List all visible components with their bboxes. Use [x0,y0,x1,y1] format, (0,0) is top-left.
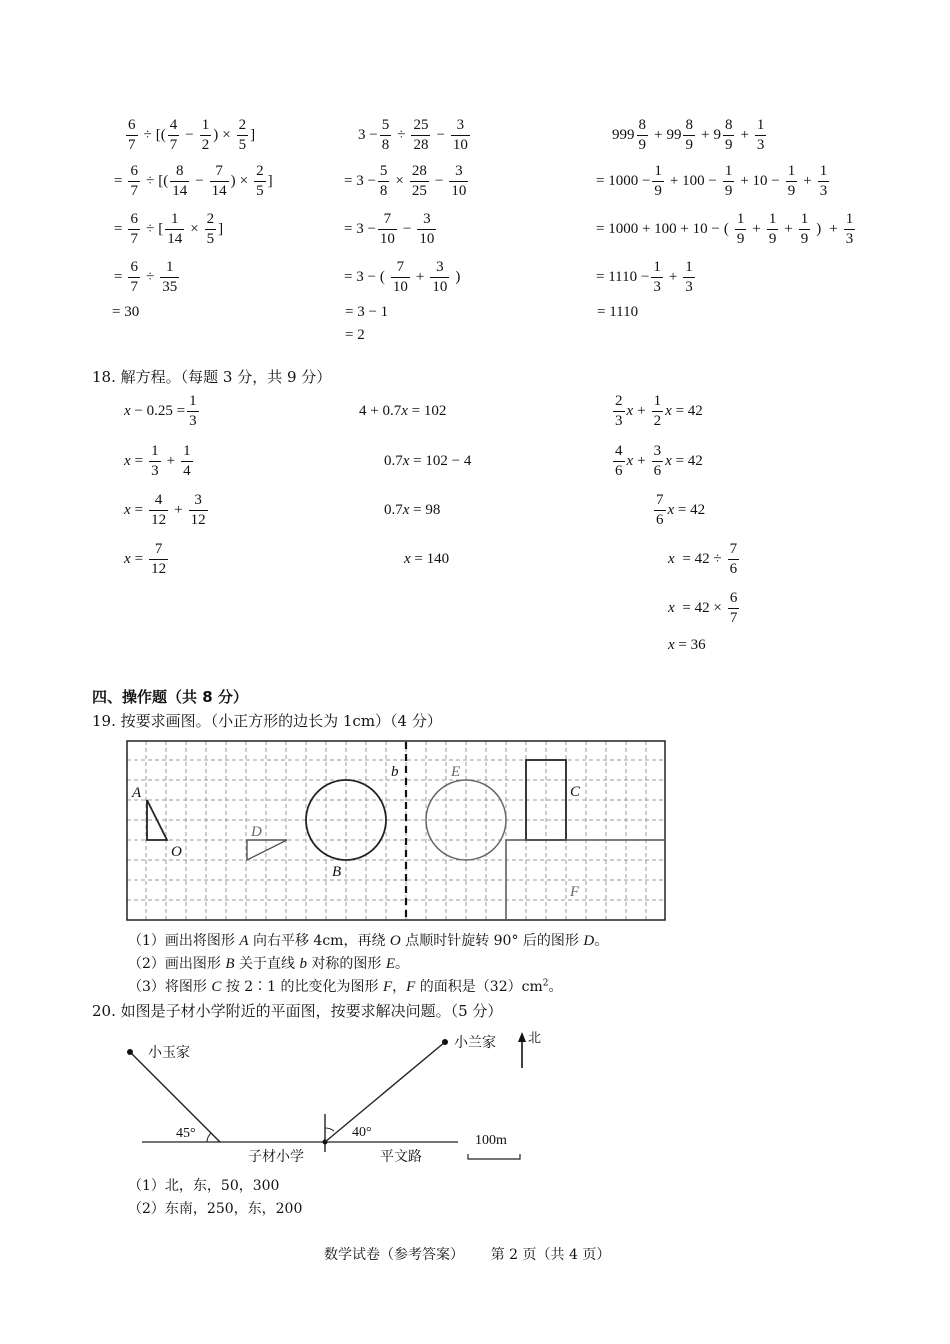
fraction: $\frac{3}{10}$ [432,259,448,295]
fraction: $\frac{28}{25}$ [411,163,427,199]
angle-45-label: 45° [176,1126,196,1141]
q18-c1-r2: x = $\frac{1}{3}$ + $\frac{1}{4}$ [124,443,191,479]
fraction: $\frac{6}{7}$ [130,163,138,199]
q18-c1-r1: x − 0.25 = $\frac{1}{3}$ [124,393,197,429]
fraction: 8 9 [685,117,693,153]
q17-c2-r1: 3 − $\frac{5}{8}$ ÷ $\frac{25}{28}$ − $\frac{3}{10}$ [358,117,468,153]
fraction: $\frac{7}{12}$ [151,541,167,577]
q17-c1-r5: = 30 [112,304,140,320]
fraction: $\frac{7}{14}$ [211,163,227,199]
scale-label: 100m [475,1133,507,1148]
fraction: $\frac{1}{35}$ [162,259,178,295]
angle-40-label: 40° [352,1125,372,1140]
q18-c2-r2: 0.7x = 102 − 4 [384,453,472,469]
section-4-heading: 四、操作题（共 8 分） [92,688,248,706]
q17-c3-r1: 999 8 9 + 99 8 9 + 9 8 9 + $\frac{1}{3}$ [612,117,765,153]
q19-title: 19. 按要求画图。（小正方形的边长为 1cm）（4 分） [92,712,442,730]
q17-c3-r2: = 1000 − $\frac{1}{9}$ + 100 − $\frac{1}{9}$ + 10 − $\frac{1}{9}$ + $\frac{1}{3}$ [596,163,828,199]
q18-c3-r5: x = 42 × $\frac{6}{7}$ [668,590,738,626]
fraction: $\frac{1}{3}$ [151,443,159,479]
fraction: 8 9 [638,117,646,153]
q18-c2-r3: 0.7x = 98 [384,502,441,518]
fraction: 7 10 [392,259,408,295]
fraction: $\frac{1}{14}$ [167,211,183,247]
q18-c3-r4: x = 42 ÷ $\frac{7}{6}$ [668,541,738,577]
fraction: $\frac{3}{12}$ [190,492,206,528]
q17-c3-r3: = 1000 + 100 + 10 − ( 1 9 + $\frac{1}{9}$ + $\frac{1}{9}$ ) + $\frac{1}{3}$ [596,211,854,247]
xiaolan-home-label: 小兰家 [454,1036,496,1051]
q17-c3-r5: = 1110 [597,304,639,320]
q17-c2-r3: = 3 − $\frac{7}{10}$ − $\frac{3}{10}$ [344,211,435,247]
label-f: F [570,884,580,900]
angle-arc-40 [325,1128,334,1131]
label-d: D [251,824,262,840]
q17-c2-r5: = 3 − 1 [345,304,389,320]
fraction: $\frac{3}{10}$ [451,163,467,199]
q20-answer-1: （1）北，东，50，300 [128,1178,280,1194]
q17-c1-r1: $\frac{6}{7}$ ÷ [ ( 4 7 − $\frac{1}{2}$ ) × $\frac{2}{5}$ ] [128,117,256,153]
q18-c1-r4: x = $\frac{7}{12}$ [124,541,167,577]
label-o: O [171,844,182,860]
fraction: 8 9 [724,117,733,153]
fraction: $\frac{6}{7}$ [130,211,138,247]
q17-c3-r4: = 1110 − $\frac{1}{3}$ + $\frac{1}{3}$ [596,259,693,295]
q17-c2-r6: = 2 [345,327,365,343]
fraction: $\frac{1}{9}$ [768,211,777,247]
label-b: B [332,864,342,880]
angle-arc-45 [207,1133,211,1142]
fraction: $\frac{5}{8}$ [379,163,388,199]
q18-c3-r1: 2 3 x + $\frac{1}{2}$ x = 42 [615,393,703,429]
label-a: A [132,785,142,801]
fraction: $\frac{1}{2}$ [201,117,210,153]
q18-c2-r4: x = 140 [404,551,450,567]
line-to-xiaolan [325,1042,445,1142]
north-arrow-icon [518,1032,526,1042]
q17-c1-r2: = $\frac{6}{7}$ ÷ [ ( 8 14 − $\frac{7}{14}$ ) × $\frac{2}{5}$ ] [114,163,273,199]
label-c: C [570,784,581,800]
q18-c3-r6: x = 36 [668,637,706,653]
q17-c2-r2: = 3 − $\frac{5}{8}$ × $\frac{28}{25}$ − $\frac{3}{10}$ [344,163,467,199]
fraction: $\frac{1}{9}$ [800,211,809,247]
fraction: 8 14 [172,163,188,199]
q18-c2-r1: 4 + 0.7x = 102 [359,403,447,419]
fraction: 2 3 [615,393,623,429]
line-to-xiaoyu [130,1052,220,1142]
north-label: 北 [528,1030,542,1045]
xiaolan-home-point [442,1039,448,1045]
q19-grid-figure [126,740,668,924]
q19-step-2: （2）画出图形 B 关于直线 b 对称的图形 E。 [128,956,410,972]
fraction: $\frac{1}{3}$ [756,117,765,153]
fraction: 4 7 [169,117,178,153]
q20-answer-2: （2）东南，250，东，200 [128,1201,303,1217]
q20-map [120,1026,560,1172]
scale-bar [468,1154,520,1159]
q17-c1-r3: = $\frac{6}{7}$ ÷ [ $\frac{1}{14}$ × $\frac{2}{5}$ ] [114,211,224,247]
q18-c3-r3: 7 6 x = 42 [656,492,706,528]
q17-c2-r4: = 3 − ( 7 10 + $\frac{3}{10}$ ) [344,259,461,295]
fraction: $\frac{2}{5}$ [256,163,264,199]
fraction: $\frac{1}{3}$ [189,393,197,429]
q20-title: 20. 如图是子材小学附近的平面图，按要求解决问题。（5 分） [92,1002,503,1020]
label-axis-b: b [391,764,399,780]
fraction: $\frac{6}{7}$ [729,590,738,626]
label-e: E [451,764,461,780]
fraction: $\frac{2}{5}$ [206,211,215,247]
fraction: $\frac{3}{10}$ [419,211,435,247]
road-label: 平文路 [380,1150,422,1165]
school-label: 子材小学 [248,1150,304,1165]
fraction: 7 6 [656,492,664,528]
fraction: $\frac{1}{9}$ [654,163,662,199]
fraction: $\frac{1}{3}$ [653,259,661,295]
fraction: $\frac{3}{10}$ [452,117,468,153]
fraction: $\frac{1}{3}$ [845,211,854,247]
fraction: $\frac{1}{3}$ [819,163,828,199]
q18-c1-r3: x = $\frac{4}{12}$ + $\frac{3}{12}$ [124,492,206,528]
fraction: $\frac{6}{7}$ [128,117,136,153]
fraction: $\frac{25}{28}$ [413,117,429,153]
fraction: $\frac{1}{4}$ [183,443,191,479]
footer: 数学试卷（参考答案） 第 2 页（共 4 页） [324,1247,611,1263]
fraction: $\frac{4}{12}$ [151,492,167,528]
fraction: $\frac{5}{8}$ [381,117,390,153]
fraction: 4 6 [615,443,623,479]
q19-step-3: （3）将图形 C 按 2∶1 的比变化为图形 F，F 的面积是$(32)cm^2$。 [128,978,563,995]
fraction: $\frac{3}{6}$ [653,443,662,479]
q18-title: 18. 解方程。（每题 3 分，共 9 分） [92,368,332,386]
triangle-d [247,840,287,860]
fraction: $\frac{1}{9}$ [787,163,796,199]
fraction: $\frac{7}{10}$ [379,211,395,247]
fraction: $\frac{2}{5}$ [238,117,247,153]
fraction: $\frac{1}{2}$ [653,393,662,429]
q19-step-1: （1）画出将图形 A 向右平移 4cm，再绕 O 点顺时针旋转 90° 后的图形 D。 [128,933,609,949]
fraction: $\frac{6}{7}$ [130,259,138,295]
fraction: $\frac{7}{6}$ [729,541,738,577]
xiaoyu-home-label: 小玉家 [148,1046,190,1061]
xiaoyu-home-point [127,1049,133,1055]
q18-c3-r2: 4 6 x + $\frac{3}{6}$ x = 42 [615,443,703,479]
fraction: $\frac{1}{3}$ [685,259,693,295]
q17-c1-r4: = $\frac{6}{7}$ ÷ $\frac{1}{35}$ [114,259,178,295]
fraction: 1 9 [736,211,745,247]
fraction: $\frac{1}{9}$ [724,163,733,199]
